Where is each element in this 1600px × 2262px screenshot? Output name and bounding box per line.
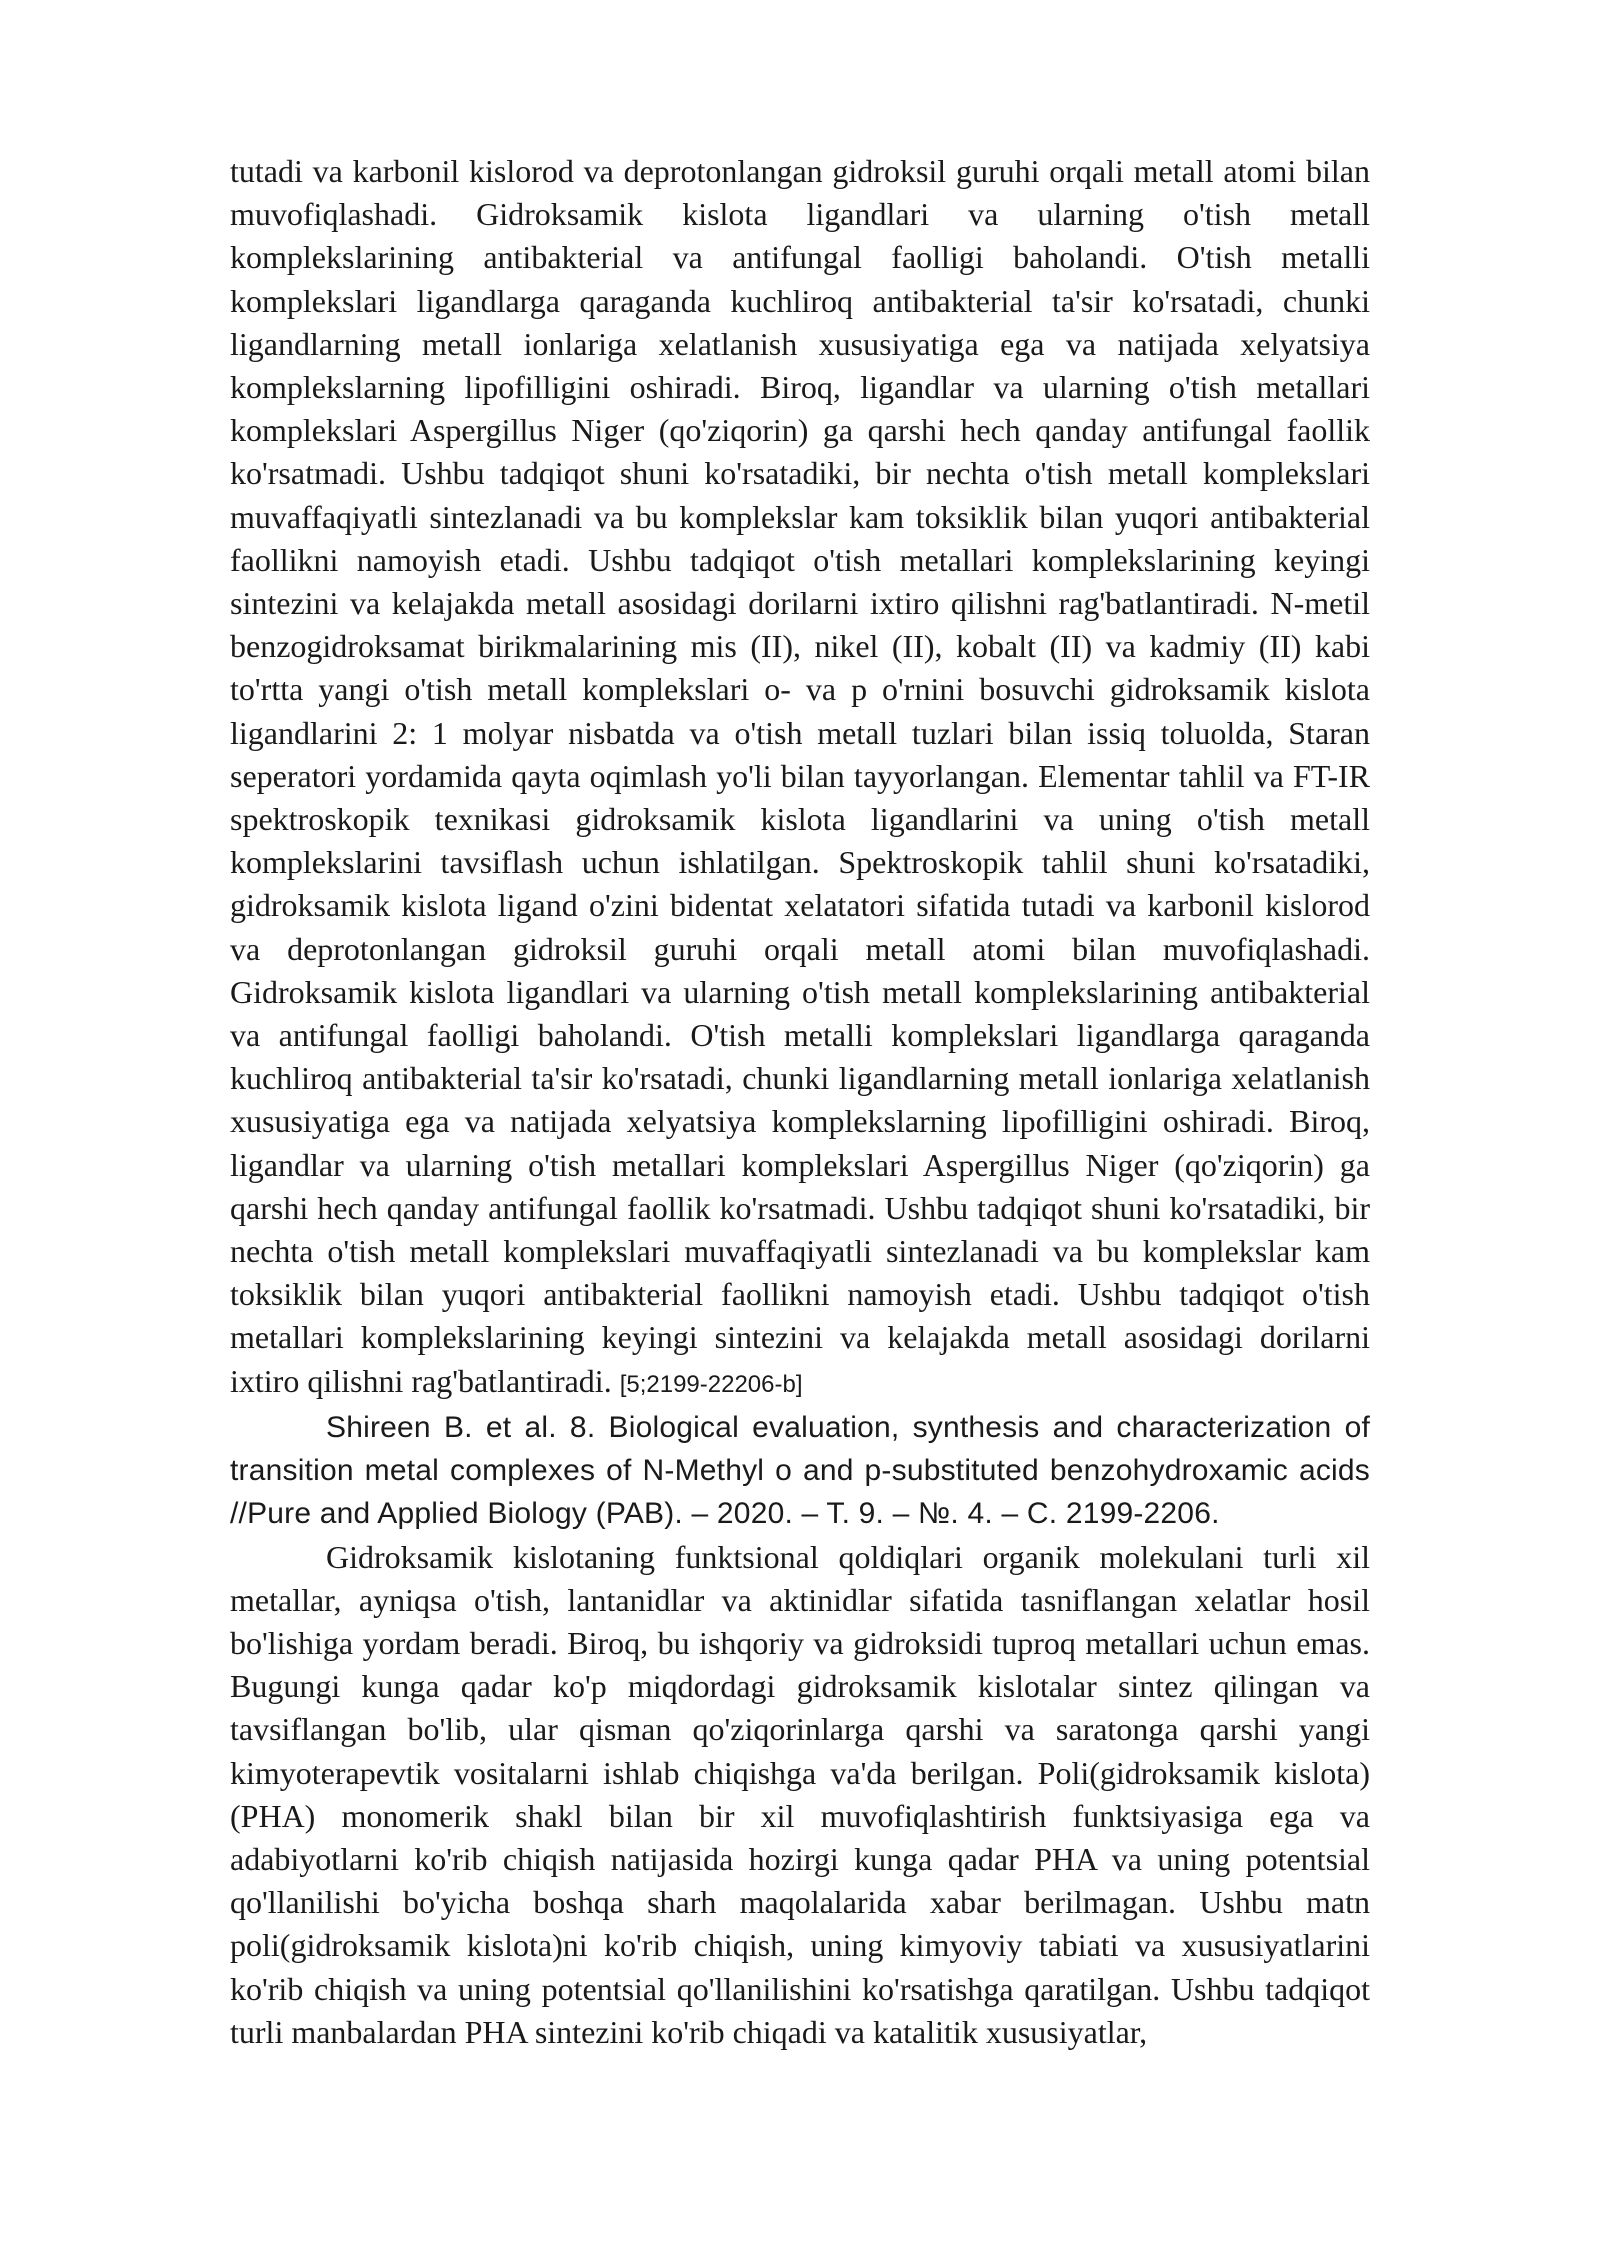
reference-entry: Shireen B. et al. 8. Biological evaluation, synthesis and characterization of transition metal complexes of N-Methyl o and p-substituted benzohydroxamic acids //Pure and Applied Biology (PAB). – 2020. – T. 9. – №. 4. – C. 2199-2206. — [230, 1410, 1370, 1531]
paragraph-text: tutadi va karbonil kislorod va deprotonlangan gidroksil guruhi orqali metall atomi bilan muvofiqlashadi. Gidroksamik kislota ligandlari va ularning o'tish metall komplekslarining antibakterial va antifungal faolligi baholandi. O'tish metalli komplekslari ligandlarga qaraganda kuchliroq antibakterial ta'sir ko'rsatadi, chunki ligandlarning metall ionlariga xelatlanish xususiyatiga ega va natijada xelyatsiya komplekslarning lipofilligini oshiradi. Biroq, ligandlar va ularning o'tish metallari komplekslari Aspergillus Niger (qo'ziqorin) ga qarshi hech qanday antifungal faollik ko'rsatmadi. Ushbu tadqiqot shuni ko'rsatadiki, bir nechta o'tish metall komplekslari muvaffaqiyatli sintezlanadi va bu komplekslar kam toksiklik bilan yuqori antibakterial faollikni namoyish etadi. Ushbu tadqiqot o'tish metallari komplekslarining keyingi sintezini va kelajakda metall asosidagi dorilarni ixtiro qilishni rag'batlantiradi. N-metil benzogidroksamat birikmalarining mis (II), nikel (II), kobalt (II) va kadmiy (II) kabi to'rtta yangi o'tish metall komplekslari o- va p o'rnini bosuvchi gidroksamik kislota ligandlarini 2: 1 molyar nisbatda va o'tish metall tuzlari bilan issiq toluolda, Staran seperatori yordamida qayta oqimlash yo'li bilan tayyorlangan. Elementar tahlil va FT-IR spektroskopik texnikasi gidroksamik kislota ligandlarini va uning o'tish metall komplekslarini tavsiflash uchun ishlatilgan. Spektroskopik tahlil shuni ko'rsatadiki, gidroksamik kislota ligand o'zini bidentat xelatatori sifatida tutadi va karbonil kislorod va deprotonlangan gidroksil guruhi orqali metall atomi bilan muvofiqlashadi. Gidroksamik kislota ligandlari va ularning o'tish metall komplekslarining antibakterial va antifungal faolligi baholandi. O'tish metalli komplekslari ligandlarga qaraganda kuchliroq antibakterial ta'sir ko'rsatadi, chunki ligandlarning metall ionlariga xelatlanish xususiyatiga ega va natijada xelyatsiya komplekslarning lipofilligini oshiradi. Biroq, ligandlar va ularning o'tish metallari komplekslari Aspergillus Niger (qo'ziqorin) ga qarshi hech qanday antifungal faollik ko'rsatmadi. Ushbu tadqiqot shuni ko'rsatadiki, bir nechta o'tish metall komplekslari muvaffaqiyatli sintezlanadi va bu komplekslar kam toksiklik bilan yuqori antibakterial faollikni namoyish etadi. Ushbu tadqiqot o'tish metallari komplekslarining keyingi sintezini va kelajakda metall asosidagi dorilarni ixtiro qilishni rag'batlantiradi. — [230, 153, 1370, 1399]
body-paragraph: Gidroksamik kislotaning funktsional qoldiqlari organik molekulani turli xil metallar, ayniqsa o'tish, lantanidlar va aktinidlar sifatida tasniflangan xelatlar hosil bo'lishiga yordam beradi. Biroq, bu ishqoriy va gidroksidi tuproq metallari uchun emas. Bugungi kunga qadar ko'p miqdordagi gidroksamik kislotalar sintez qilingan va tavsiflangan bo'lib, ular qisman qo'ziqorinlarga qarshi va saratonga qarshi yangi kimyoterapevtik vositalarni ishlab chiqishga va'da berilgan. Poli(gidroksamik kislota) (PHA) monomerik shakl bilan bir xil muvofiqlashtirish funktsiyasiga ega va adabiyotlarni ko'rib chiqish natijasida hozirgi kunga qadar PHA va uning potentsial qo'llanilishi bo'yicha boshqa sharh maqolalarida xabar berilmagan. Ushbu matn poli(gidroksamik kislota)ni ko'rib chiqish, uning kimyoviy tabiati va xususiyatlarini ko'rib chiqish va uning potentsial qo'llanilishini ko'rsatishga qaratilgan. Ushbu tadqiqot turli manbalardan PHA sintezini ko'rib chiqadi va katalitik xususiyatlar, — [230, 1538, 1370, 2050]
body-paragraph — [230, 150, 1370, 1406]
document-page — [230, 150, 1370, 2054]
citation: [5;2199-22206-b] — [619, 1370, 803, 1398]
